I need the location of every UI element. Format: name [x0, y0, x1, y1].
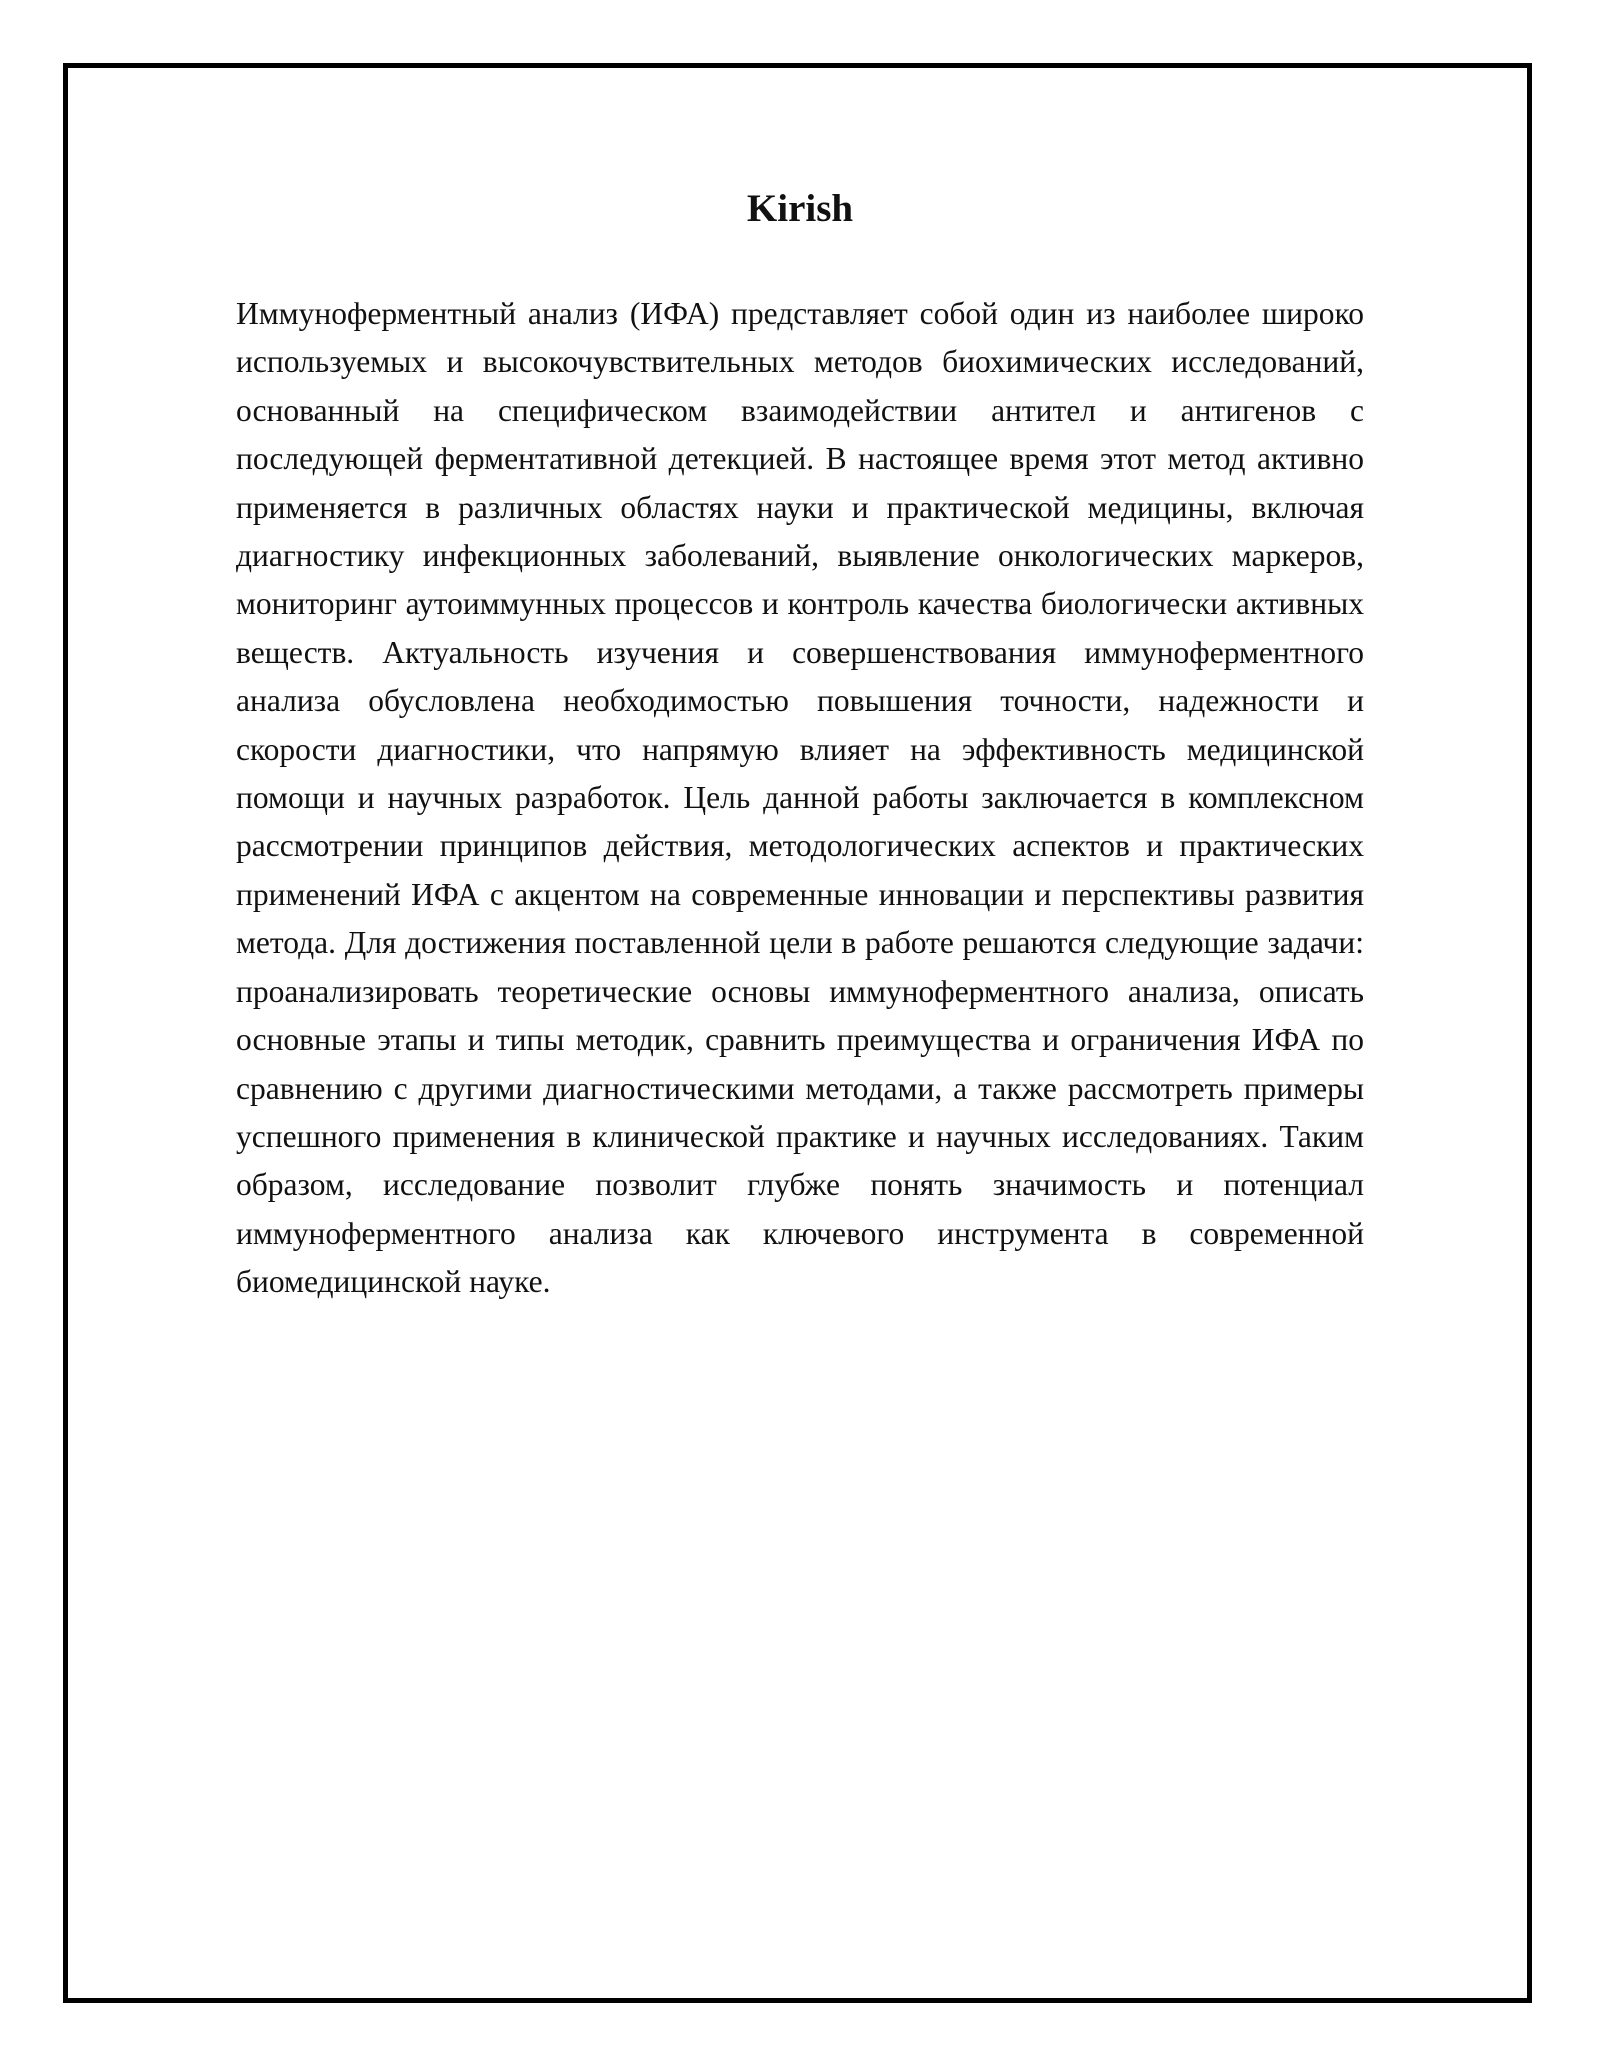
document-body-paragraph: Иммуноферментный анализ (ИФА) представляет собой один из наиболее широко используемых и высокочувствительных методов биохимических исследований, основанный на специфическом взаимодействии антител и антигенов с последующей ферментативной детекцией. В настоящее время этот метод активно применяется в различных областях науки и практической медицины, включая диагностику инфекционных заболеваний, выявление онкологических маркеров, мониторинг аутоиммунных процессов и контроль качества биологически активных веществ. Актуальность изучения и совершенствования иммуноферментного анализа обусловлена необходимостью повышения точности, надежности и скорости диагностики, что напрямую влияет на эффективность медицинской помощи и научных разработок. Цель данной работы заключается в комплексном рассмотрении принципов действия, методологических аспектов и практических применений ИФА с акцентом на современные инновации и перспективы развития метода. Для достижения поставленной цели в работе решаются следующие задачи: проанализировать теоретические основы иммуноферментного анализа, описать основные этапы и типы методик, сравнить преимущества и ограничения ИФА по сравнению с другими диагностическими методами, а также рассмотреть примеры успешного применения в клинической практике и научных исследованиях. Таким образом, исследование позволит глубже понять значимость и потенциал иммуноферментного анализа как ключевого инструмента в современной биомедицинской науке. — [236, 296, 1364, 1300]
document-title: Kirish — [746, 187, 854, 230]
